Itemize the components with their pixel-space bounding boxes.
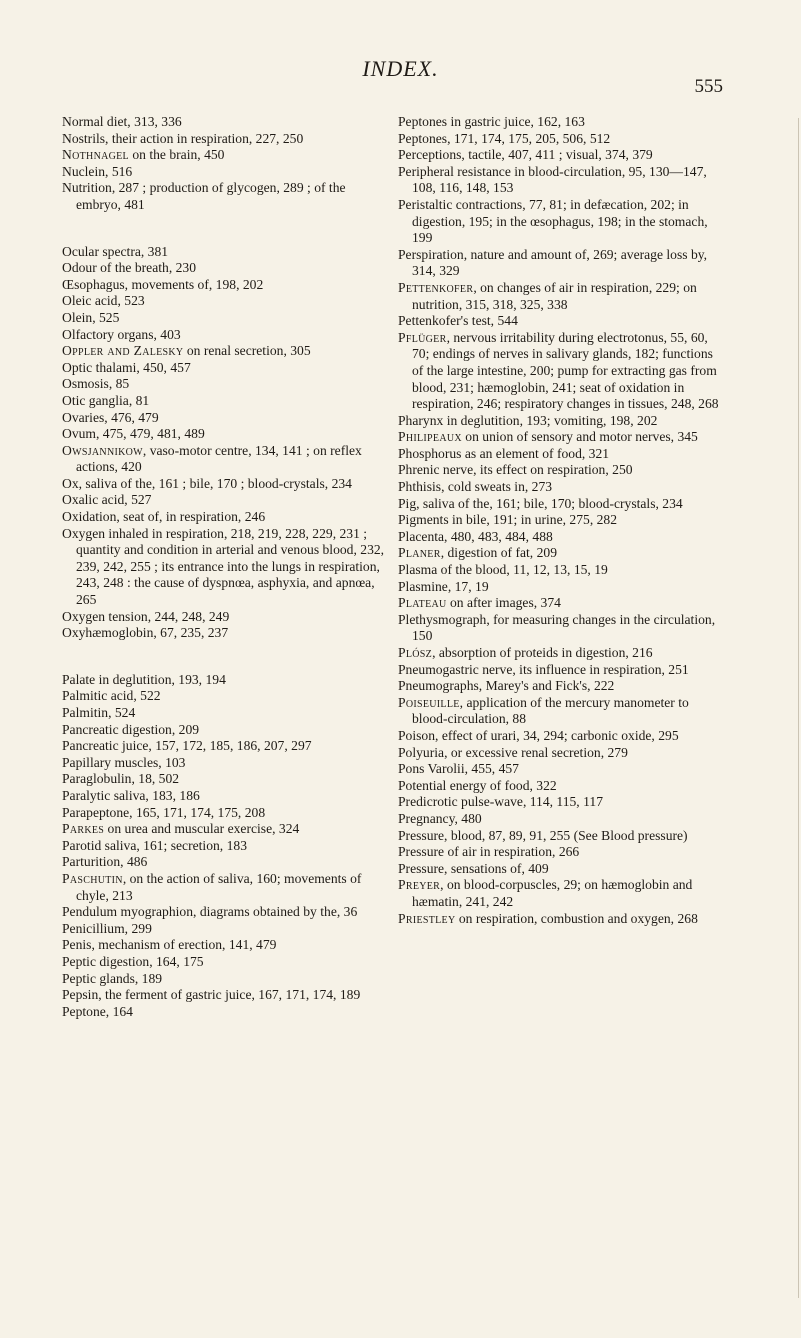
author-name: Preyer <box>398 877 441 893</box>
entry-text: Oxygen inhaled in respiration, 218, 219, 228, 229, 231 ; quantity and condition in arterial and venous blood, 232, 239, 242, 255 ; its entrance into the lungs in respiration, 243, 248 : the cause of dyspnœa, asphyxia, and apnœa, 265 <box>62 525 385 608</box>
index-entry <box>62 410 390 427</box>
author-name: Pettenkofer <box>398 279 474 295</box>
index-entry <box>62 293 390 310</box>
index-entry <box>62 971 390 988</box>
entry-text: Paralytic saliva, 183, 186 <box>62 787 200 803</box>
entry-text: on respiration, combustion and oxygen, 268 <box>455 910 698 926</box>
index-entry <box>398 778 726 795</box>
entry-text: Ovaries, 476, 479 <box>62 409 159 425</box>
index-entry <box>398 280 726 313</box>
index-entry <box>398 462 726 479</box>
entry-text: Poison, effect of urari, 34, 294; carbonic oxide, 295 <box>398 727 679 743</box>
entry-text: Polyuria, or excessive renal secretion, 279 <box>398 744 628 760</box>
entry-text: , on the action of saliva, 160; movements of chyle, 213 <box>76 870 362 903</box>
entry-text: Penicillium, 299 <box>62 920 152 936</box>
index-entry <box>398 545 726 562</box>
index-entry <box>398 745 726 762</box>
entry-text: Ox, saliva of the, 161 ; bile, 170 ; blood-crystals, 234 <box>62 475 352 491</box>
entry-text: Paraglobulin, 18, 502 <box>62 771 180 787</box>
author-name: Plateau <box>398 595 447 611</box>
page-number: 555 <box>694 76 723 97</box>
index-entry <box>398 794 726 811</box>
author-name: Oppler and Zalesky <box>62 343 184 359</box>
author-name: Parkes <box>62 821 105 837</box>
entry-text: Plasma of the blood, 11, 12, 13, 15, 19 <box>398 562 608 578</box>
entry-text: Phthisis, cold sweats in, 273 <box>398 479 553 495</box>
entry-text: Peripheral resistance in blood-circulation, 95, 130—147, 108, 116, 148, 153 <box>398 163 707 196</box>
entry-text: Plethysmograph, for measuring changes in the circulation, 150 <box>398 611 716 644</box>
left-column <box>62 114 390 1020</box>
index-entry <box>62 164 390 181</box>
index-entry <box>62 376 390 393</box>
entry-text: Peptic digestion, 164, 175 <box>62 953 204 969</box>
index-entry <box>398 131 726 148</box>
entry-text: Papillary muscles, 103 <box>62 754 186 770</box>
index-entry <box>62 788 390 805</box>
section-n <box>62 114 390 214</box>
right-entries <box>398 114 726 927</box>
entry-text: Pancreatic juice, 157, 172, 185, 186, 207, 297 <box>62 738 312 754</box>
index-entry <box>398 595 726 612</box>
author-name: Owsjannikow <box>62 442 143 458</box>
index-entry <box>398 828 726 845</box>
section-o <box>62 244 390 642</box>
index-entry <box>398 662 726 679</box>
index-entry <box>62 854 390 871</box>
entry-text: Phrenic nerve, its effect on respiration, 250 <box>398 462 633 478</box>
index-entry <box>398 330 726 413</box>
index-entry <box>62 937 390 954</box>
index-entry <box>398 147 726 164</box>
entry-text: Oxalic acid, 527 <box>62 492 152 508</box>
entry-text: Olein, 525 <box>62 309 120 325</box>
index-entry <box>398 496 726 513</box>
entry-text: Peptones in gastric juice, 162, 163 <box>398 114 585 129</box>
entry-text: Pregnancy, 480 <box>398 810 482 826</box>
index-entry <box>62 180 390 213</box>
entry-text: Pharynx in deglutition, 193; vomiting, 198, 202 <box>398 412 658 428</box>
index-entry <box>62 310 390 327</box>
entry-text: Pneumographs, Marey's and Fick's, 222 <box>398 678 615 694</box>
entry-text: Pressure of air in respiration, 266 <box>398 844 580 860</box>
author-name: Plósz <box>398 645 433 660</box>
entry-text: , application of the mercury manometer to blood-circulation, 88 <box>412 694 689 727</box>
index-entry <box>62 705 390 722</box>
entry-text: Potential energy of food, 322 <box>398 777 557 793</box>
index-entry <box>398 811 726 828</box>
entry-text: Perceptions, tactile, 407, 411 ; visual, 374, 379 <box>398 147 653 163</box>
index-entry <box>62 131 390 148</box>
author-name: Paschutin <box>62 870 123 886</box>
entry-text: Ocular spectra, 381 <box>62 243 169 259</box>
entry-text: Œsophagus, movements of, 198, 202 <box>62 276 264 292</box>
index-entry <box>398 695 726 728</box>
entry-text: Palate in deglutition, 193, 194 <box>62 671 226 687</box>
entry-text: Osmosis, 85 <box>62 376 130 392</box>
index-entry <box>398 446 726 463</box>
entry-text: Palmitic acid, 522 <box>62 688 161 704</box>
author-name: Planer <box>398 545 441 561</box>
index-entry <box>62 954 390 971</box>
entry-text: , nervous irritability during electrotonus, 55, 60, 70; endings of nerves in salivary glands, 182; functions of the large intestine, 200; pump for extracting gas from blood, 231; hæmoglobin, 241; seat of oxidation in respiration, 246; respiratory changes in tissues, 248, 268 <box>412 329 719 412</box>
index-entry <box>62 393 390 410</box>
entry-text: Penis, mechanism of erection, 141, 479 <box>62 937 277 953</box>
entry-text: on union of sensory and motor nerves, 345 <box>461 429 698 445</box>
index-entry <box>398 114 726 131</box>
entry-text: Peptones, 171, 174, 175, 205, 506, 512 <box>398 130 611 146</box>
index-entry <box>62 147 390 164</box>
index-entry <box>398 861 726 878</box>
index-entry <box>62 921 390 938</box>
index-entry <box>62 260 390 277</box>
entry-text: Perspiration, nature and amount of, 269; average loss by, 314, 329 <box>398 246 708 279</box>
index-entry <box>62 327 390 344</box>
entry-text: Pig, saliva of the, 161; bile, 170; blood-crystals, 234 <box>398 495 683 511</box>
index-entry <box>62 526 390 609</box>
entry-text: Nostrils, their action in respiration, 227, 250 <box>62 130 304 146</box>
index-entry <box>62 672 390 689</box>
index-entry <box>398 313 726 330</box>
index-entry <box>62 476 390 493</box>
entry-text: Parturition, 486 <box>62 854 148 870</box>
index-entry <box>62 609 390 626</box>
entry-text: , digestion of fat, 209 <box>440 545 557 561</box>
index-entry <box>398 645 726 662</box>
author-name: Poiseuille <box>398 694 460 710</box>
entry-text: Pettenkofer's test, 544 <box>398 313 518 329</box>
entry-text: Oxyhæmoglobin, 67, 235, 237 <box>62 625 229 641</box>
section-gap <box>62 642 390 672</box>
author-name: Pflüger <box>398 329 447 345</box>
author-name: Philipeaux <box>398 429 462 445</box>
section-gap <box>62 214 390 244</box>
index-entry <box>398 612 726 645</box>
entry-text: Optic thalami, 450, 457 <box>62 359 191 375</box>
section-p <box>62 672 390 1020</box>
entry-text: , vaso-motor centre, 134, 141 ; on reflex actions, 420 <box>76 442 362 475</box>
index-entry <box>62 904 390 921</box>
entry-text: Oleic acid, 523 <box>62 293 145 309</box>
entry-text: Pepsin, the ferment of gastric juice, 167, 171, 174, 189 <box>62 987 361 1003</box>
index-entry <box>62 755 390 772</box>
index-entry <box>398 844 726 861</box>
index-entry <box>398 728 726 745</box>
index-entry <box>62 443 390 476</box>
entry-text: Otic ganglia, 81 <box>62 392 150 408</box>
entry-text: Oxidation, seat of, in respiration, 246 <box>62 509 266 525</box>
entry-text: Placenta, 480, 483, 484, 488 <box>398 528 553 544</box>
entry-text: Peptic glands, 189 <box>62 970 163 986</box>
index-entry <box>62 987 390 1004</box>
index-entry <box>62 244 390 261</box>
entry-text: on the brain, 450 <box>128 147 225 163</box>
entry-text: , on changes of air in respiration, 229; on nutrition, 315, 318, 325, 338 <box>412 279 697 312</box>
entry-text: Odour of the breath, 230 <box>62 260 197 276</box>
index-entry <box>398 512 726 529</box>
index-entry <box>62 114 390 131</box>
entry-text: Pressure, blood, 87, 89, 91, 255 (See Blood pressure) <box>398 827 688 843</box>
index-entry <box>62 277 390 294</box>
index-entry <box>62 426 390 443</box>
index-entry <box>398 479 726 496</box>
entry-text: Olfactory organs, 403 <box>62 326 181 342</box>
entry-text: Pancreatic digestion, 209 <box>62 721 200 737</box>
index-entry <box>398 761 726 778</box>
entry-text: Parotid saliva, 161; secretion, 183 <box>62 837 247 853</box>
index-entry <box>398 562 726 579</box>
entry-text: on urea and muscular exercise, 324 <box>104 821 300 837</box>
index-entry <box>62 343 390 360</box>
running-title: INDEX. <box>362 56 439 81</box>
entry-text: Peristaltic contractions, 77, 81; in defæcation, 202; in digestion, 195; in the œsophagus, 198; in the stomach, 199 <box>398 196 708 246</box>
author-name: Priestley <box>398 910 456 926</box>
index-entry <box>62 821 390 838</box>
index-entry <box>62 722 390 739</box>
entry-text: Pigments in bile, 191; in urine, 275, 282 <box>398 512 618 528</box>
entry-text: Phosphorus as an element of food, 321 <box>398 445 610 461</box>
index-entry <box>62 738 390 755</box>
index-entry <box>62 625 390 642</box>
entry-text: Nutrition, 287 ; production of glycogen, 289 ; of the embryo, 481 <box>62 180 346 212</box>
index-entry <box>62 771 390 788</box>
index-entry <box>62 871 390 904</box>
entry-text: Pressure, sensations of, 409 <box>398 860 549 876</box>
index-entry <box>398 164 726 197</box>
entry-text: Plasmine, 17, 19 <box>398 578 489 594</box>
index-entry <box>62 838 390 855</box>
index-entry <box>62 688 390 705</box>
index-entry <box>398 197 726 247</box>
index-entry <box>398 678 726 695</box>
entry-text: , absorption of proteids in digestion, 216 <box>432 645 653 660</box>
entry-text: Parapeptone, 165, 171, 174, 175, 208 <box>62 804 266 820</box>
entry-text: Predicrotic pulse-wave, 114, 115, 117 <box>398 794 603 810</box>
entry-text: Pons Varolii, 455, 457 <box>398 761 519 777</box>
entry-text: Pendulum myographion, diagrams obtained by the, 36 <box>62 904 358 920</box>
index-entry <box>62 509 390 526</box>
index-entry <box>398 529 726 546</box>
right-column <box>398 114 726 927</box>
index-entry <box>62 360 390 377</box>
entry-text: Oxygen tension, 244, 248, 249 <box>62 608 230 624</box>
entry-text: Peptone, 164 <box>62 1003 133 1019</box>
index-entry <box>62 1004 390 1021</box>
entry-text: Palmitin, 524 <box>62 705 136 720</box>
entry-text: on renal secretion, 305 <box>183 343 311 359</box>
index-entry <box>398 247 726 280</box>
index-entry <box>398 579 726 596</box>
entry-text: , on blood-corpuscles, 29; on hæmoglobin and hæmatin, 241, 242 <box>412 877 693 909</box>
entry-text: Pneumogastric nerve, its influence in respiration, 251 <box>398 661 689 677</box>
entry-text: on after images, 374 <box>446 595 561 611</box>
index-entry <box>398 911 726 928</box>
index-entry <box>62 492 390 509</box>
index-entry <box>398 429 726 446</box>
index-entry <box>398 413 726 430</box>
author-name: Nothnagel <box>62 147 129 163</box>
entry-text: Nuclein, 516 <box>62 163 133 179</box>
page-edge-rule <box>798 118 799 1298</box>
index-entry <box>398 877 726 910</box>
entry-text: Ovum, 475, 479, 481, 489 <box>62 426 205 442</box>
entry-text: Normal diet, 313, 336 <box>62 114 182 129</box>
index-entry <box>62 805 390 822</box>
